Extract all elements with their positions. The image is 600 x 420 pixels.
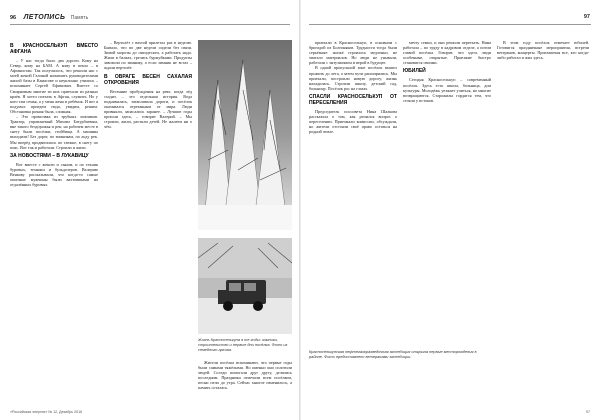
subheading: В ОВРАГЕ ВЕСЕН САХАЛАЯ ОТКРОВЕНИЯ [104, 73, 192, 86]
article-headline: В КРАСНОСЕЛЬКУП ВМЕСТО АФГАНА [10, 43, 98, 55]
paragraph: мечту семьи, и они решили переехать. Нина работала – по труду в кадровом отделе, а потом главой посёлка. Говорит, что здесь люди особенные, открытые. Приезжие быстро становятся своими. [403, 40, 491, 66]
right-column-2 [403, 40, 491, 320]
left-running-head [10, 14, 88, 21]
paragraph: – Это промолвка из трубных ложчиков. Трактор, управляемый Михаил Батурбаевым, вне такого бездорожья и рек; на рабочем месте в снегу были посёлки, стойбища. А машины выходили! Без дорог, по зимникам, по льду рек. Мы вперёд продвигались по таежке, в снегу по пояс. Вот так и работали. Строили и жили. [10, 114, 98, 150]
right-footer: 97 [586, 410, 590, 414]
right-column-1 [309, 40, 397, 320]
truck-photo [198, 238, 292, 334]
paragraph: – У нас тогда было два дороги. Кому на Север, кому на БАМ. А кому в пекло – в Афганистан. Так получилось, что решили нас с моей женой Галиной назначить руководителями жилой базы в Камасове и неуклонно учились – вспоминает Сергей Ефимович. Вместе со Смирновым многие из них приехали из разных краёв. Я хотел поехать в Афган, служить. Но у кого там семья, а у меня жена и ребёнок. И вот я подумал: приедем сюда, увидим, решим. Обстановка разная была, сложная. [10, 58, 98, 114]
right-page [301, 0, 600, 420]
left-column-2 [104, 40, 192, 370]
paragraph: В одной пропускной зоне посёлок вышел прожить до лета, а затем пути расширились. Мы приехали, построили новую дорогу, жизнь наладилась. Строили школу, детский сад, больницу. Посёлок рос на глазах. [309, 65, 397, 91]
paragraph: Председатель поссовета Нина Шалкова рассказала о том, как решался вопрос о переселении. Приезжали комиссии, обсуждали, но жители отстояли своё право остаться на родной земле. [309, 108, 397, 135]
left-page [0, 0, 299, 420]
header-rule [10, 24, 290, 25]
right-column-3 [497, 40, 589, 320]
left-column-1 [10, 40, 98, 370]
subheading: СПАСЛИ КРАСНОСЕЛЬКУП ОТ ПЕРЕСЕЛЕНИЯ [309, 93, 397, 106]
photo-caption: Жизнь Красноселькупа в те годы: зимники, строительство и первые дни посёлка. Фото из семейного архива. [198, 337, 288, 352]
winter-forest-photo [198, 40, 292, 230]
paragraph: Вот вместе с женою и сыном, и по техник буровых, техники и бульдозеров. Валерию Венкову рассказывали, что когда-то самые опытные мужчины были вахтовиками на отдалённых буровых. [10, 161, 98, 188]
paragraph: Весенние пробуждения на реке, когда лёд сходит, – это отдельная история. Вода поднималась, затапливала дороги, и посёлок оказывался отрезанным от мира. Люди привыкли, запасались заранее. – Лучшие годы прошли здесь, – говорит Валерий. – Мы строили, жили, растили детей. Не жалеем ни о чём. [104, 88, 192, 130]
header-rule [309, 24, 591, 25]
paragraph: Жители посёлка вспоминают, что первые годы были самыми тяжёлыми. Но именно они сплотили людей. Соседи помогали друг другу, делились последним. Праздники отмечали всем посёлком, песни пели до утра. Сейчас многое изменилось, а память осталась. [198, 360, 292, 391]
subheading: ЮБИЛЕЙ [403, 68, 426, 75]
left-page-number: 96 [10, 15, 17, 21]
bottom-caption: Красноселькупская нефтегазоразведочная экспедиция открыла первые месторождения в районе. Фото предоставлено ветеранами экспедиции. [309, 349, 477, 359]
right-page-number: 97 [583, 14, 590, 20]
left-column-3 [198, 360, 292, 400]
paragraph: – Вертолёт с вахтой прилетал раз в неделю. Бывало, что по две недели сидели без связи. Зимой морозы до пятидесяти, а работать надо. Жили в балках, грелись буржуйками. Продукты завозили по зимнику, а если зимник не встал – ждали вертолёт. [104, 40, 192, 71]
paragraph: Сегодня Красноселькуп – современный посёлок. Здесь есть школа, больница, дом культуры. Молодёжь уезжает учиться, но многие возвращаются. Старожилы гордятся тем, что стояли у истоков. [403, 77, 491, 103]
paragraph: приехали в Красноселькуп, в основном с бригадой из Болгоняков. Трудности тогда были серьёзные: жильё строилось медленно, не хватало материалов. Но люди не унывали, работали с энтузиазмом и верой в будущее. [309, 40, 397, 66]
section-title: ЛЕТОПИСЬ [23, 14, 66, 21]
subheading: ЗА НОВОСТЯМИ – В ЛУКАВИЦУ [10, 152, 89, 159]
paragraph: В этом году посёлок отмечает юбилей. Готовятся праздничные мероприятия, встречи ветеранов, концерты. Приглашены все, кто когда-либо работал и жил здесь. [497, 40, 589, 61]
subsection-title: Память [70, 15, 89, 21]
right-running-head [584, 14, 590, 20]
left-footer: «Российская энергия» № 12, Декабрь 2016 [10, 410, 83, 414]
